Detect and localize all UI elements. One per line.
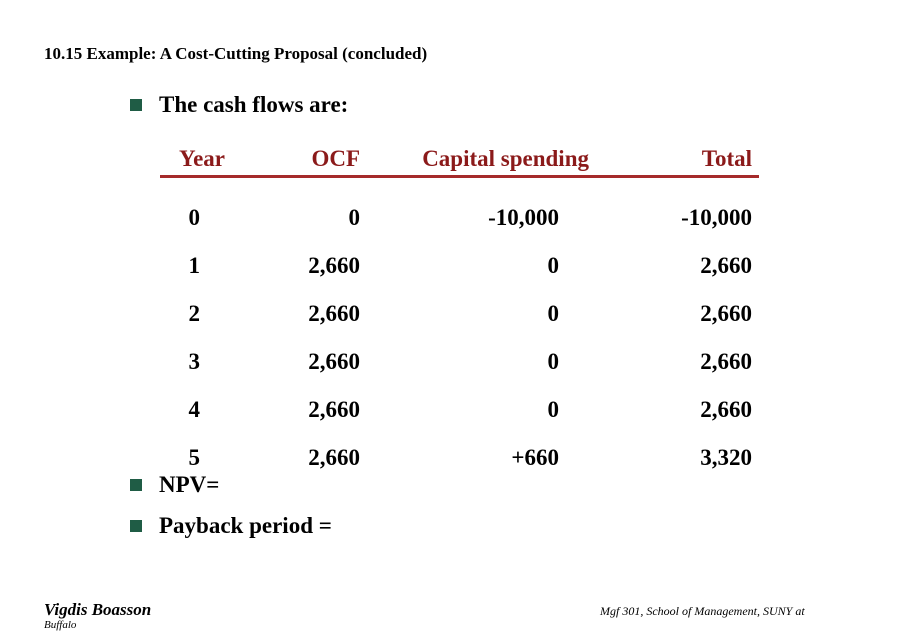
bullet-npv-text: NPV= [159,472,220,497]
header-total: Total [701,146,752,171]
header-year: Year [179,146,225,171]
cell-ocf: 2,660 [308,253,360,278]
footer-author: Vigdis Boasson [44,600,152,619]
cell-total: 2,660 [700,253,752,278]
cell-total: 3,320 [700,445,752,470]
table-header [160,143,759,175]
cell-capital: 0 [547,301,559,326]
bullet-payback [130,513,332,539]
table-row [160,242,759,290]
cell-capital: +660 [511,445,559,470]
cell-capital: 0 [547,349,559,374]
cell-year: 3 [188,349,200,374]
cell-total: 2,660 [700,301,752,326]
bullet-cash-flows [130,92,348,118]
footer-author-continued: Buffalo [44,619,77,631]
cell-year: 0 [188,205,200,230]
cell-ocf: 2,660 [308,301,360,326]
cell-capital: -10,000 [488,205,559,230]
table-row [160,194,759,242]
cell-year: 4 [188,397,200,422]
bullet-npv [130,472,219,498]
square-bullet-icon [130,99,142,111]
square-bullet-icon [130,520,142,532]
cell-ocf: 0 [348,205,360,230]
square-bullet-icon [130,479,142,491]
header-divider [160,175,759,178]
cash-flow-table [160,143,759,482]
cell-capital: 0 [547,253,559,278]
table-row [160,434,759,482]
header-ocf: OCF [311,146,360,171]
bullet-cash-flows-text: The cash flows are: [159,92,349,117]
header-capital-spending: Capital spending [422,146,589,171]
cell-ocf: 2,660 [308,445,360,470]
cell-capital: 0 [547,397,559,422]
table-row [160,386,759,434]
cell-total: 2,660 [700,349,752,374]
cell-year: 5 [188,445,200,470]
slide-title: 10.15 Example: A Cost-Cutting Proposal (concluded) [44,44,428,63]
table-row [160,290,759,338]
cell-ocf: 2,660 [308,397,360,422]
cell-total: -10,000 [681,205,752,230]
cell-year: 2 [188,301,200,326]
cell-year: 1 [188,253,200,278]
bullet-payback-text: Payback period = [159,513,332,538]
footer-course: Mgf 301, School of Management, SUNY at [600,604,805,618]
table-row [160,338,759,386]
cell-ocf: 2,660 [308,349,360,374]
cell-total: 2,660 [700,397,752,422]
